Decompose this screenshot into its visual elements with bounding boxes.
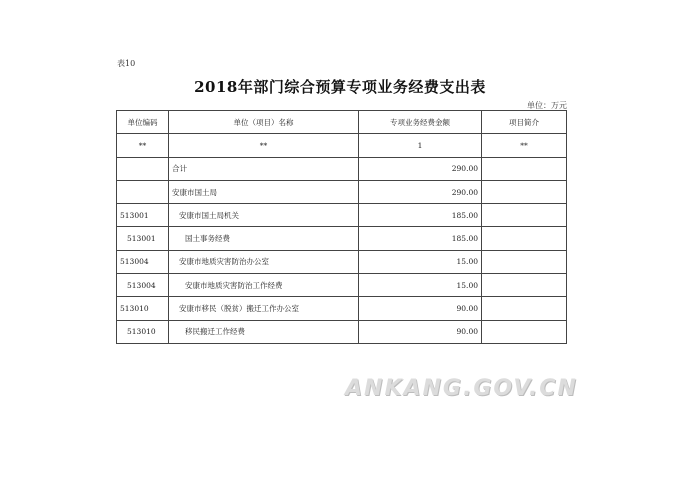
name-cell: 安康市地质灾害防治办公室 <box>169 250 359 273</box>
name-cell: 安康市移民（脱贫）搬迁工作办公室 <box>169 297 359 320</box>
index-row <box>117 134 567 157</box>
amount-cell: 15.00 <box>359 250 482 273</box>
amount-cell: 90.00 <box>359 297 482 320</box>
code-cell: 513001 <box>117 227 169 250</box>
name-cell: 安康市国土局机关 <box>169 204 359 227</box>
index-cell: ** <box>117 134 169 157</box>
index-cell: ** <box>169 134 359 157</box>
amount-cell: 290.00 <box>359 180 482 203</box>
intro-cell <box>482 274 567 297</box>
amount-cell: 15.00 <box>359 274 482 297</box>
table-row <box>117 297 567 320</box>
intro-cell <box>482 157 567 180</box>
name-cell: 安康市地质灾害防治工作经费 <box>169 274 359 297</box>
table-row <box>117 180 567 203</box>
amount-cell: 185.00 <box>359 204 482 227</box>
name-cell: 移民搬迁工作经费 <box>169 320 359 343</box>
code-cell: 513001 <box>117 204 169 227</box>
table-row <box>117 250 567 273</box>
intro-cell <box>482 180 567 203</box>
name-cell: 安康市国土局 <box>169 180 359 203</box>
budget-table <box>116 110 567 344</box>
table-number: 表10 <box>117 59 136 68</box>
code-cell <box>117 157 169 180</box>
amount-cell: 90.00 <box>359 320 482 343</box>
intro-cell <box>482 297 567 320</box>
table-row <box>117 320 567 343</box>
index-cell: ** <box>482 134 567 157</box>
code-cell: 513010 <box>117 297 169 320</box>
header-amount: 专项业务经费金额 <box>359 111 482 134</box>
table-row <box>117 204 567 227</box>
intro-cell <box>482 320 567 343</box>
amount-cell: 290.00 <box>359 157 482 180</box>
page-title: 2018年部门综合预算专项业务经费支出表 <box>194 78 486 96</box>
intro-cell <box>482 250 567 273</box>
code-cell <box>117 180 169 203</box>
index-cell: 1 <box>359 134 482 157</box>
code-cell: 513004 <box>117 274 169 297</box>
table-row <box>117 157 567 180</box>
unit-label: 单位：万元 <box>527 101 567 110</box>
watermark: ANKANG.GOV.CN <box>345 376 578 401</box>
table-row <box>117 274 567 297</box>
intro-cell <box>482 227 567 250</box>
header-unit-name: 单位（项目）名称 <box>169 111 359 134</box>
table-row <box>117 227 567 250</box>
code-cell: 513004 <box>117 250 169 273</box>
header-row <box>117 111 567 134</box>
header-intro: 项目简介 <box>482 111 567 134</box>
code-cell: 513010 <box>117 320 169 343</box>
amount-cell: 185.00 <box>359 227 482 250</box>
name-cell: 国土事务经费 <box>169 227 359 250</box>
name-cell: 合计 <box>169 157 359 180</box>
header-unit-code: 单位编码 <box>117 111 169 134</box>
intro-cell <box>482 204 567 227</box>
